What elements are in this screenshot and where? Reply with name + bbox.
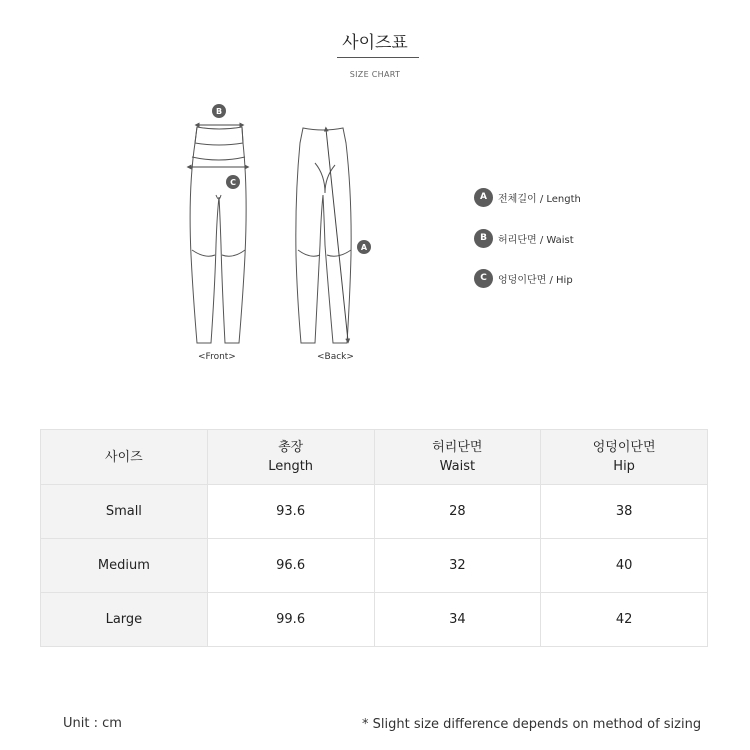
unit-label: Unit : cm: [63, 716, 122, 731]
marker-b-icon: [212, 104, 226, 118]
header-length: 총장 Length: [207, 430, 374, 485]
sizing-note: * Slight size difference depends on method of sizing: [362, 717, 702, 732]
title-divider: [337, 57, 419, 58]
cell-size: Medium: [41, 539, 208, 593]
cell-waist: 34: [374, 593, 541, 647]
cell-waist: 28: [374, 485, 541, 539]
badge-a-icon: A: [474, 188, 493, 207]
cell-hip: 42: [541, 593, 708, 647]
page-subtitle: SIZE CHART: [349, 70, 401, 79]
front-label: <Front>: [198, 352, 236, 362]
header-size: 사이즈: [41, 430, 208, 485]
front-view: [189, 125, 247, 343]
legend-label: 엉덩이단면 / Hip: [498, 274, 573, 286]
badge-c-icon: C: [474, 269, 493, 288]
cell-hip: 40: [541, 539, 708, 593]
header-hip: 엉덩이단면 Hip: [541, 430, 708, 485]
legend-label: 허리단면 / Waist: [498, 234, 574, 246]
cell-hip: 38: [541, 485, 708, 539]
marker-c-icon: [226, 175, 240, 189]
table-header-row: [41, 430, 708, 485]
leggings-drawing: [175, 95, 375, 370]
svg-text:A: A: [360, 243, 368, 252]
header-waist: 허리단면 Waist: [374, 430, 541, 485]
cell-length: 93.6: [207, 485, 374, 539]
cell-length: 99.6: [207, 593, 374, 647]
size-table: [40, 429, 708, 647]
back-label: <Back>: [317, 352, 354, 362]
cell-length: 96.6: [207, 539, 374, 593]
back-view: [296, 128, 351, 343]
leggings-illustration: [175, 95, 375, 370]
cell-size: Large: [41, 593, 208, 647]
table-row: [41, 485, 708, 539]
svg-text:B: B: [215, 107, 223, 116]
cell-waist: 32: [374, 539, 541, 593]
legend-item-waist: [474, 228, 674, 248]
page-title: 사이즈표: [342, 33, 408, 53]
legend-item-hip: [474, 268, 674, 288]
badge-b-icon: B: [474, 229, 493, 248]
marker-a-icon: [357, 240, 371, 254]
table-row: [41, 593, 708, 647]
legend-item-length: [474, 187, 674, 207]
table-row: [41, 539, 708, 593]
cell-size: Small: [41, 485, 208, 539]
legend-label: 전체길이 / Length: [498, 193, 581, 205]
svg-text:C: C: [230, 178, 236, 187]
